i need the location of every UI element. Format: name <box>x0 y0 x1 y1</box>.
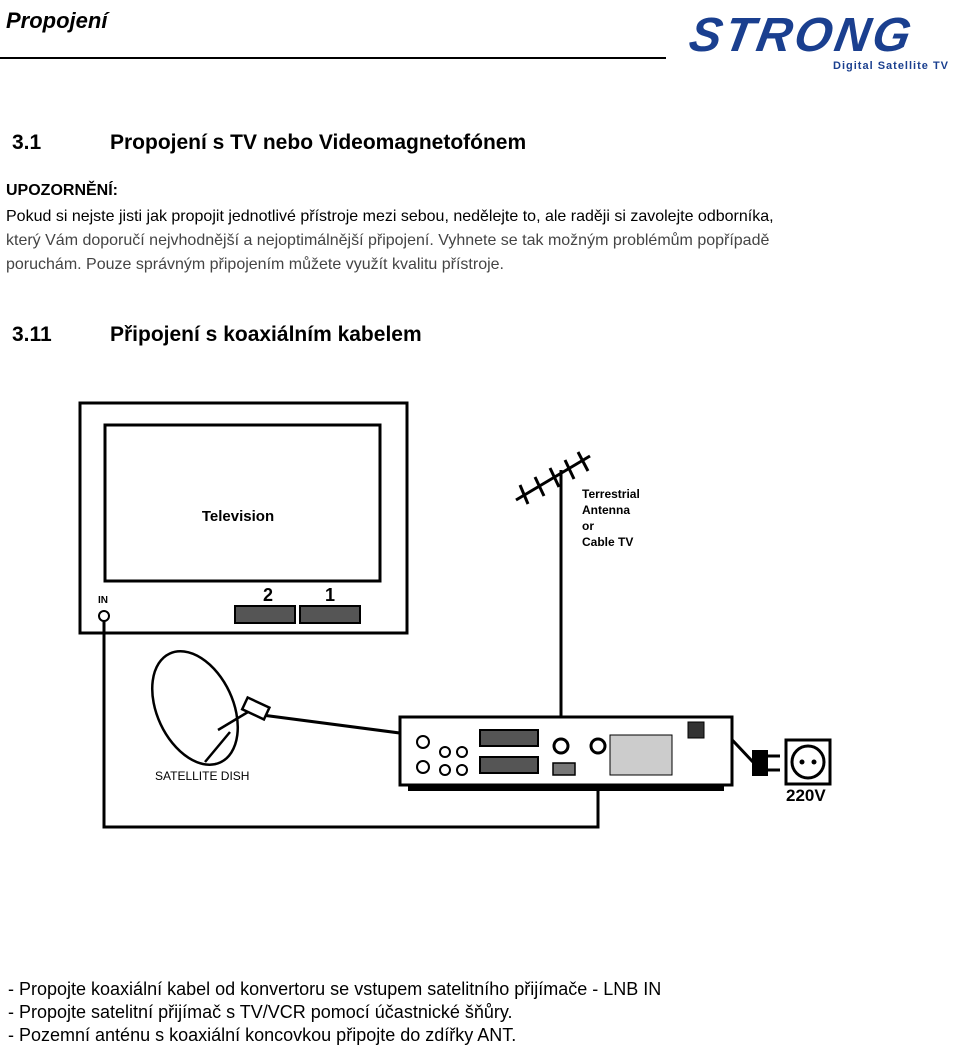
scart-2-label: 2 <box>262 585 274 605</box>
subsection-number: 3.11 <box>12 323 52 346</box>
antenna-label-line: or <box>582 519 594 533</box>
rca-jack <box>440 765 450 775</box>
lnb-in-jack <box>417 736 429 748</box>
satellite-dish <box>135 638 269 779</box>
antenna-label <box>582 487 640 549</box>
rating-plate <box>610 735 672 775</box>
receiver-base <box>408 785 724 791</box>
rf-out-jack <box>591 739 605 753</box>
instruction-item: - Propojte koaxiální kabel od konvertoru se vstupem satelitního přijímače - LNB IN <box>8 979 662 999</box>
warning-label: UPOZORNĚNÍ: <box>6 182 118 199</box>
satellite-receiver <box>400 717 732 791</box>
dish-cable <box>262 715 415 735</box>
lnb-converter <box>242 697 269 719</box>
scart-1-label: 1 <box>324 585 336 605</box>
strong-logo <box>685 8 955 78</box>
outlet-hole <box>800 760 805 765</box>
terrestrial-antenna <box>516 452 590 504</box>
receiver-scart-tv <box>480 730 538 746</box>
plug-body <box>752 750 768 776</box>
dish-reflector <box>135 638 255 779</box>
scart-2-connector <box>235 606 295 623</box>
lnb-out-jack <box>417 761 429 773</box>
connection-diagram <box>0 390 960 840</box>
section-number: 3.1 <box>12 131 42 154</box>
ant-in-jack <box>554 739 568 753</box>
instruction-list <box>8 978 661 1047</box>
tv-in-label: IN <box>98 595 108 606</box>
warning-paragraph <box>6 205 946 277</box>
antenna-label-line: Antenna <box>582 503 630 517</box>
satellite-dish-label: SATELLITE DISH <box>155 769 250 783</box>
receiver-scart-vcr <box>480 757 538 773</box>
power-voltage-label: 220V <box>786 786 826 805</box>
page-header-title: Propojení <box>6 8 108 33</box>
tv-label: Television <box>201 508 275 525</box>
tv-screen <box>105 425 380 581</box>
power-socket <box>688 722 704 738</box>
warning-line: Pokud si nejste jisti jak propojit jednotlivé přístroje mezi sebou, nedělejte to, ale raději si zavolejte odborníka, <box>6 208 774 225</box>
instruction-item: - Pozemní anténu s koaxiální koncovkou připojte do zdířky ANT. <box>8 1025 517 1045</box>
subsection-title: Připojení s koaxiálním kabelem <box>110 323 422 346</box>
rca-jack <box>457 765 467 775</box>
antenna-boom <box>516 456 590 500</box>
outlet-hole <box>812 760 817 765</box>
antenna-label-line: Cable TV <box>582 535 634 549</box>
instruction-item: - Propojte satelitní přijímač s TV/VCR pomocí účastnické šňůry. <box>8 1002 513 1022</box>
rca-jack <box>440 747 450 757</box>
warning-line: který Vám doporučí nejvhodnější a nejoptimálnější připojení. Vyhnete se tak možným problémům popřípadě <box>6 232 770 249</box>
rca-jack <box>457 747 467 757</box>
logo-tagline: Digital Satellite TV <box>833 60 949 72</box>
wall-outlet <box>786 740 830 784</box>
header-rule <box>0 57 666 59</box>
rs232-port <box>553 763 575 775</box>
logo-wordmark: STRONG <box>685 9 919 62</box>
section-title: Propojení s TV nebo Videomagnetofónem <box>110 131 527 154</box>
antenna-label-line: Terrestrial <box>582 487 640 501</box>
outlet-socket <box>792 746 824 778</box>
scart-1-connector <box>300 606 360 623</box>
television <box>80 403 407 633</box>
tv-in-jack <box>99 611 109 621</box>
power-plug <box>752 750 780 776</box>
warning-line: poruchám. Pouze správným připojením můžete využít kvalitu přístroje. <box>6 256 504 273</box>
